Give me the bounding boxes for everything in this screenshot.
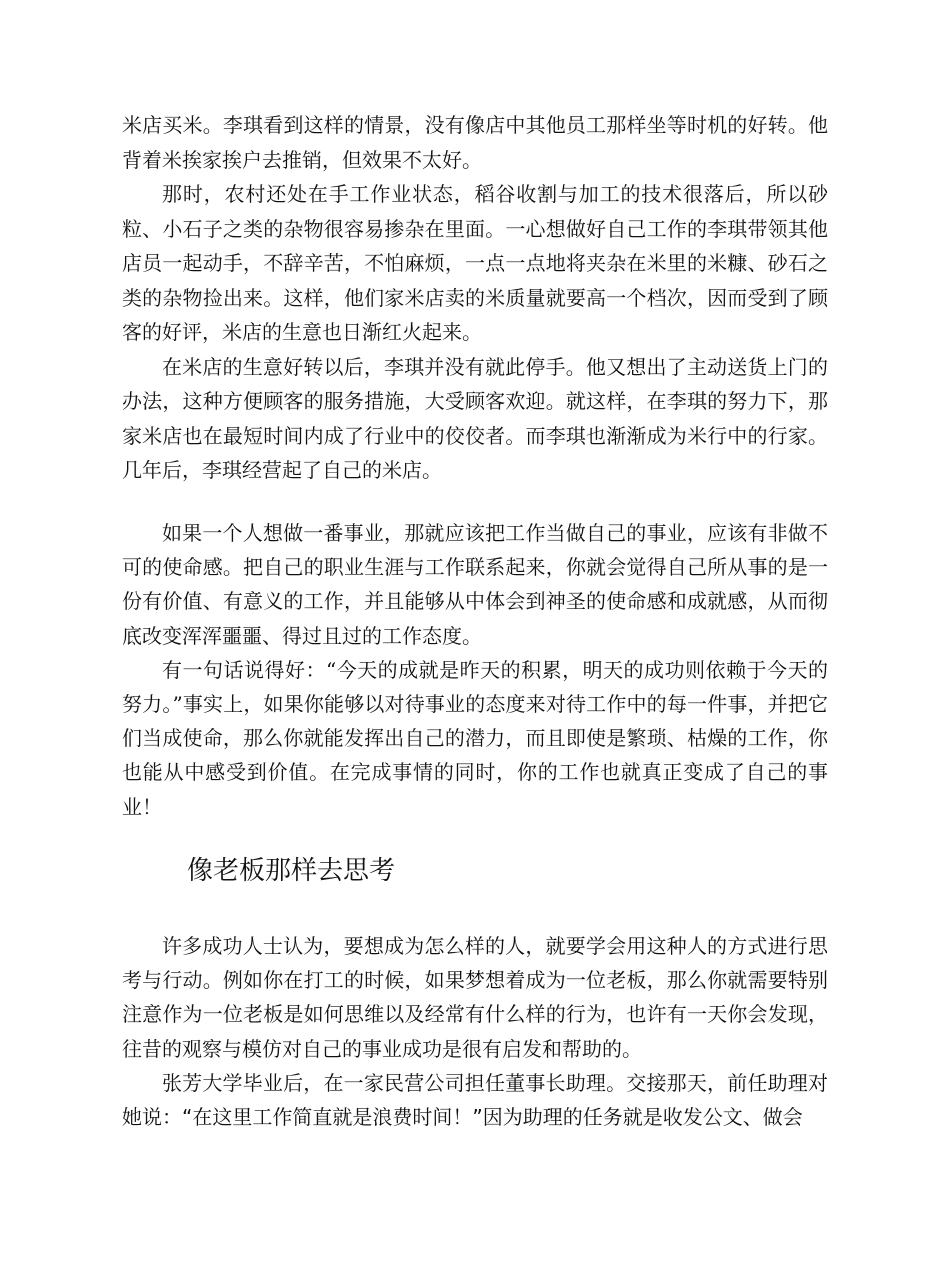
reflection-text-block [122,516,828,824]
story-paragraph-2: 那时，农村还处在手工作业状态，稻谷收割与加工的技术很落后，所以砂粒、小石子之类的杂物很容易掺杂在里面。一心想做好自己工作的李琪带领其他店员一起动手，不辞辛苦，不怕麻烦，一点一点地将夹杂在米里的米糠、砂石之类的杂物捡出来。这样，他们家米店卖的米质量就要高一个档次，因而受到了顾客的好评，米店的生意也日渐红火起来。 [122,182,828,344]
story-paragraph-3: 在米店的生意好转以后，李琪并没有就此停手。他又想出了主动送货上门的办法，这种方便顾客的服务措施，大受顾客欢迎。就这样，在李琪的努力下，那家米店也在最短时间内成了行业中的佼佼者。而李琪也渐渐成为米行中的行家。几年后，李琪经营起了自己的米店。 [122,354,828,482]
section-paragraph-2: 张芳大学毕业后，在一家民营公司担任董事长助理。交接那天，前任助理对她说：“在这里工作简直就是浪费时间！”因为助理的任务就是收发公文、做会 [122,1070,828,1130]
reflection-paragraph-2: 有一句话说得好：“今天的成就是昨天的积累，明天的成功则依赖于今天的努力。”事实上，如果你能够以对待事业的态度来对待工作中的每一件事，并把它们当成使命，那么你就能发挥出自己的潜力，而且即使是繁琐、枯燥的工作，你也能从中感受到价值。在完成事情的同时，你的工作也就真正变成了自己的事业！ [122,657,828,819]
section-text-block [122,929,828,1135]
story-text-block [122,108,828,488]
reflection-paragraph-1: 如果一个人想做一番事业，那就应该把工作当做自己的事业，应该有非做不可的使命感。把自己的职业生涯与工作联系起来，你就会觉得自己所从事的是一份有价值、有意义的工作，并且能够从中体会到神圣的使命感和成就感，从而彻底改变浑浑噩噩、得过且过的工作态度。 [122,521,828,648]
section-paragraph-1: 许多成功人士认为，要想成为怎么样的人，就要学会用这种人的方式进行思考与行动。例如你在打工的时候，如果梦想着成为一位老板，那么你就需要特别注意作为一位老板是如何思维以及经常有什么样的行为，也许有一天你会发现，往昔的观察与模仿对自己的事业成功是很有启发和帮助的。 [122,934,828,1061]
section-heading: 像老板那样去思考 [187,856,396,886]
story-paragraph-1: 米店买米。李琪看到这样的情景，没有像店中其他员工那样坐等时机的好转。他背着米挨家挨户去推销，但效果不太好。 [122,113,828,172]
